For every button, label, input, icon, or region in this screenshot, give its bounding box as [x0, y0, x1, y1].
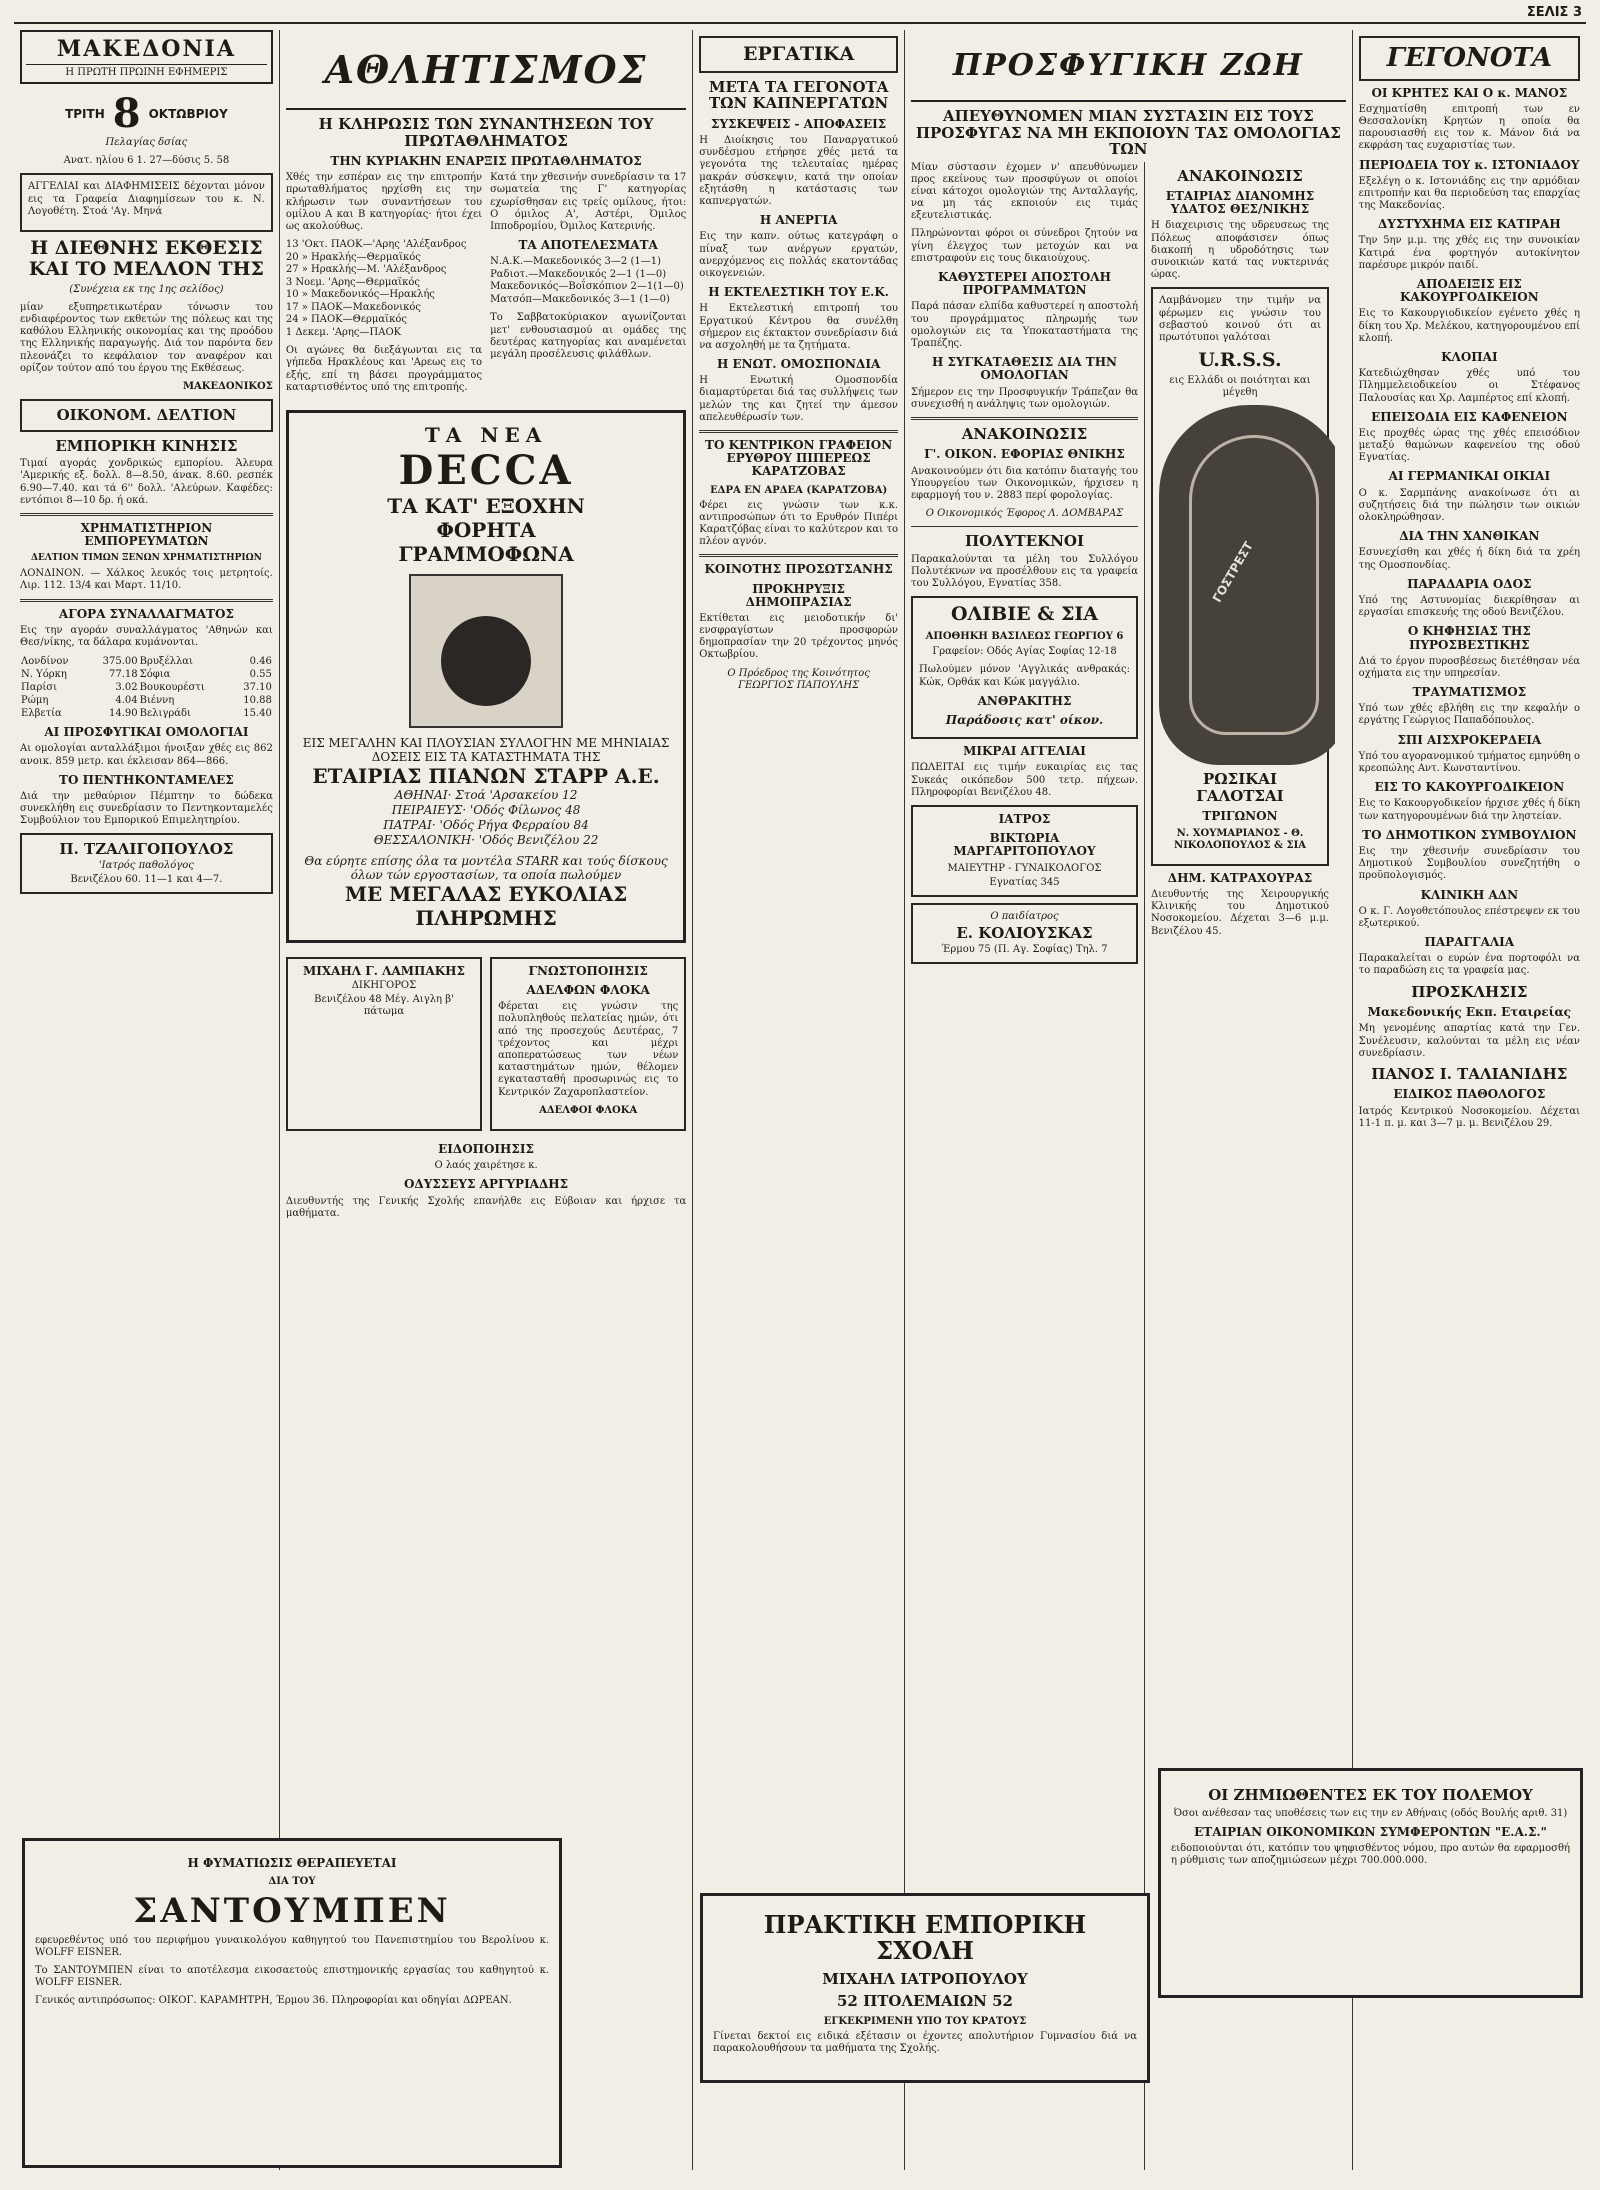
date-saint: Πελαγίας δσίας [105, 137, 188, 148]
decca-line3: ΓΡΑΜΜΟΦΩΝΑ [398, 541, 574, 566]
small-ads-title: ΜΙΚΡΑΙ ΑΓΓΕΛΙΑΙ [963, 744, 1086, 759]
praktiki-owner: ΜΙΧΑΗΛ ΙΑΤΡΟΠΟΥΛΟΥ [822, 1969, 1028, 1988]
water-body: Η διαχειρισις της υδρευσεως της Πόλεως αποφάσισεν όπως διακοπή η υδροδότησις των συνοικιών κατά τας νυκτερινάς ώρας. [1151, 220, 1329, 281]
labor-body1: Η Διοίκησις του Παναργατικού συνδέσμου ετήρησε χθές μετά τα γεγονότα της τελευταίας ημέρας μακράν σύσκεψιν, κατά την οποίαν εξητάσθη η κατάστασις των καπνεργατών. [699, 135, 898, 208]
koliouskas-head: Ο παιδίατρος [990, 910, 1059, 922]
santoumpen-name: ΣΑΝΤΟΥΜΠΕΝ [133, 1891, 451, 1932]
masthead [20, 30, 273, 84]
fx-row [20, 681, 273, 694]
fixture-item: 20 » Ηρακλής—Θερμαϊκός [285, 251, 421, 263]
date-month: ΟΚΤΩΒΡΙΟΥ [148, 106, 228, 121]
masthead-subtitle: Η ΠΡΩΤΗ ΠΡΩΙΝΗ ΕΦΗΜΕΡΙΣ [26, 64, 267, 78]
talianidis-name: ΠΑΝΟΣ Ι. ΤΑΛΙΑΝΙΔΗΣ [1371, 1064, 1568, 1083]
urss-stamp: ΓΟΣΤΡΕΣΤ [1209, 539, 1256, 606]
tzaligopoulos-role: 'Ιατρός παθολόγος [98, 859, 194, 871]
result-item: Ραδιοτ.—Μακεδονικός 2—1 (1—0) [490, 268, 667, 280]
results-title: ΤΑ ΑΠΟΤΕΛΕΣΜΑΤΑ [518, 238, 658, 253]
olivie-line: ΑΝΘΡΑΚΙΤΗΣ [977, 693, 1072, 708]
fx-cell: 0.46 [249, 656, 272, 668]
news-item-title: ΕΠΕΙΣΟΔΙΑ ΕΙΣ ΚΑΦΕΝΕΙΟΝ [1371, 409, 1568, 424]
fx-title: ΑΓΟΡΑ ΣΥΝΑΛΛΑΓΜΑΤΟΣ [58, 606, 234, 621]
olivie-addr: Γραφείον: Οδός Αγίας Σοφίας 12-18 [932, 646, 1117, 658]
fx-cell: Παρίσι [21, 682, 58, 694]
news-item-title: ΕΙΣ ΤΟ ΚΑΚΟΥΡΓΟΔΙΚΕΙΟΝ [1374, 780, 1565, 795]
talianidis-role: ΕΙΔΙΚΟΣ ΠΑΘΟΛΟΓΟΣ [1393, 1087, 1546, 1102]
fixture-item: 10 » Μακεδονικός—Ηρακλής [285, 289, 435, 301]
news-item-body: Κατεδιώχθησαν χθές υπό του Πλημμελειοδικείου οι Στέφανος Παλουσίας και Χρ. Λαμπέρτος επί κλοπή. [1358, 368, 1581, 404]
koinot-title: ΚΟΙΝΟΤΗΣ ΠΡΟΣΩΤΣΑΝΗΣ [704, 562, 893, 577]
fx-cell: Ν. Υόρκη [21, 669, 67, 681]
fixture-item: 17 » ΠΑΟΚ—Μακεδονικός [285, 301, 421, 313]
efor-sign: Ο Οικονομικός Έφορος Λ. ΔΟΜΒΑΡΑΣ [925, 508, 1124, 520]
refugee-headline: ΑΠΕΥΘΥΝΟΜΕΝ ΜΙΑΝ ΣΥΣΤΑΣΙΝ ΕΙΣ ΤΟΥΣ ΠΡΟΣΦΥΓΑΣ ΝΑ ΜΗ ΕΚΠΟΙΟΥΝ ΤΑΣ ΟΜΟΛΟΓΙΑΣ ΤΩΝ [915, 107, 1341, 158]
masthead-title: ΜΑΚΕΔΟΝΙΑ [56, 36, 236, 62]
floka-title: ΓΝΩΣΤΟΠΟΙΗΣΙΣ [528, 963, 648, 978]
fed-body: Η Ενωτική Ομοσπονδία διαμαρτύρεται διά τας συλλήψεις των μελών της και ζητεί την άμεσον απελευθέρωσίν των. [699, 375, 898, 423]
olivie-line2: Παράδοσις κατ' οίκον. [945, 713, 1104, 728]
fx-cell: Ελβετία [21, 708, 62, 720]
karatzova-sub: ΕΔΡΑ ΕΝ ΑΡΔΕΑ (ΚΑΡΑΤΖΟΒΑ) [710, 484, 888, 496]
decca-branch: ΘΕΣΣΑΛΟΝΙΚΗ· 'Οδός Βενιζέλου 22 [373, 832, 599, 847]
fx-cell: 10.88 [243, 695, 272, 707]
labor-banner-box [699, 36, 898, 73]
galoshes-illustration [1159, 405, 1335, 765]
news-item-body: Εις το Κακουργιοδικείον εγένετο χθές η δίκη του Χρ. Μελέκου, κατηγορουμένου επί κλοπή. [1358, 308, 1581, 344]
margaritopoulou-addr: Εγνατίας 345 [989, 876, 1060, 888]
katrachouras-name: ΔΗΜ. ΚΑΤΡΑΧΟΥΡΑΣ [1167, 870, 1313, 885]
urss-title: ΡΩΣΙΚΑΙ ΓΑΛΟΤΣΑΙ [1196, 770, 1284, 805]
top-rule [14, 5, 1586, 24]
efor-sub: Γ'. ΟΙΚΟΝ. ΕΦΟΡΙΑΣ ΘΝΙΚΗΣ [924, 447, 1125, 462]
war-body: ειδοποιούνται ότι, κατόπιν του ψηφισθέντος νόμου, προ αυτών θα εφαρμοσθή η ρύθμισις των αποζημιώσεων μέχρι 700.000.000. [1171, 1842, 1570, 1867]
refugee-body1: Μίαν σύστασιν έχομεν ν' απευθύνωμεν προς εκείνους των προσφύγων οι οποίοι είναι κάτοχοι ομολογιών της Ανταλλαγής, να μη τάς εκποιούν εις τιμάς εξευτελιστικάς. [911, 161, 1138, 222]
fx-cell: 15.40 [243, 708, 272, 720]
labor-headline: ΜΕΤΑ ΤΑ ΓΕΓΟΝΟΤΑ ΤΩΝ ΚΑΠΝΕΡΓΑΤΩΝ [708, 77, 889, 113]
fx-cell: 375.00 [102, 656, 138, 668]
fx-cell: 3.02 [115, 682, 138, 694]
argyriadis-sub: Ο λαός χαιρέτησε κ. [434, 1160, 538, 1172]
penta-body: Διά την μεθαύριον Πέμπτην το δώδεκα συνεκλήθη εις συνεδρίασιν το Πεντηκονταμελές Συμβούλιον του Εμπορικού Επιμελητηρίου. [20, 790, 273, 827]
tzaligopoulos-name: Π. ΤΖΑΛΙΓΟΠΟΥΛΟΣ [59, 840, 234, 859]
result-item: Μακεδονικός—Βοΐσκόπιον 2—1(1—0) [490, 281, 684, 293]
koliouskas-name: Ε. ΚΟΛΙΟΥΣΚΑΣ [956, 924, 1093, 943]
refugee-body2: Πληρώνονται φόροι οι σύνεδροι ζητούν να γίνη έλεγχος των μετοχών και να επιστραφούν εις τους δικαιούχους. [911, 228, 1138, 264]
result-item: Ν.Α.Κ.—Μακεδονικός 3—2 (1—1) [490, 256, 661, 268]
water-title: ΑΝΑΚΟΙΝΩΣΙΣ [1177, 166, 1303, 185]
fx-cell: Βελιγράδι [139, 708, 191, 720]
floka-sub: ΑΔΕΛΦΩΝ ΦΛΟΚΑ [526, 983, 650, 998]
floka-body: Φέρεται εις γνώσιν της πολυπληθούς πελατείας ημών, ότι από της προσεχούς Δευτέρας, 7 τρέχοντος και μέχρι αποπερατώσεως των νέων καταστημάτων ημών, θέλομεν εγκατασταθή προσωρινώς εις το Κεντρικόν Ζαχαροπλαστείον. [498, 1001, 679, 1098]
news-item-body: Εις το Κακουργοδικείον ήρχισε χθές ή δίκη των κατηγορουμένων διά την ληστείαν. [1358, 798, 1581, 822]
fx-row [20, 655, 273, 668]
tzaligopoulos-ad [20, 833, 273, 894]
koinot-sign: Ο Πρόεδρος της Κοινότητος ΓΕΩΡΓΙΟΣ ΠΑΠΟΥΛΗΣ [727, 667, 870, 691]
margaritopoulou-role: ΜΑΙΕΥΤΗΡ - ΓΥΝΑΙΚΟΛΟΓΟΣ [947, 862, 1102, 874]
decca-line2: ΦΟΡΗΤΑ [436, 517, 536, 542]
koinot-body: Εκτίθεται εις μειοδοτικήν δι' ενσφραγίστων προσφορών δημοπρασίαν την 20 τρέχοντος μηνός Οκτωβρίου. [699, 612, 898, 661]
news-item-title: ΤΡΑΥΜΑΤΙΣΜΟΣ [1412, 685, 1527, 700]
lambakis-role: ΔΙΚΗΓΟΡΟΣ [351, 980, 417, 992]
praktiki-approved: ΕΓΚΕΚΡΙΜΕΝΗ ΥΠΟ ΤΟΥ ΚΡΑΤΟΥΣ [823, 2015, 1027, 2027]
war-company: ΕΤΑΙΡΙΑΝ ΟΙΚΟΝΟΜΙΚΩΝ ΣΥΜΦΕΡΟΝΤΩΝ "Ε.Α.Σ." [1194, 1824, 1547, 1839]
praktiki-addr: 52 ΠΤΟΛΕΜΑΙΩΝ 52 [837, 1992, 1013, 2011]
fixture-item: 3 Νοεμ. 'Αρης—Θερμαϊκός [285, 276, 420, 288]
praktiki-body: Γίνεται δεκτοί εις ειδικά εξέτασιν οι έχοντες απολυτήριον Γυμνασίου διά να παρακολουθήσουν τα μαθήματα της Σχολής. [713, 2030, 1137, 2054]
econ-title: ΟΙΚΟΝΟΜ. ΔΕΛΤΙΟΝ [56, 406, 237, 425]
fx-cell: 0.55 [249, 669, 272, 681]
war-sub: Όσοι ανέθεσαν τας υποθέσεις των εις την εν Αθήναις (οδός Βουλής αριθ. 31) [1173, 1807, 1568, 1819]
praktiki-title: ΠΡΑΚΤΙΚΗ ΕΜΠΟΡΙΚΗ ΣΧΟΛΗ [763, 1910, 1087, 1966]
koliouskas-ad [911, 903, 1138, 964]
sport-subhead: ΤΗΝ ΚΥΡΙΑΚΗΝ ΕΝΑΡΞΙΣ ΠΡΩΤΑΘΛΗΜΑΤΟΣ [330, 154, 642, 168]
column-4 [905, 162, 1145, 2171]
talianidis-body: Ιατρός Κεντρικού Νοσοκομείου. Δέχεται 11-1 π. μ. και 3—7 μ. μ. Βενιζέλου 29. [1358, 1105, 1581, 1129]
koliouskas-addr: Έρμου 75 (Π. Αγ. Σοφίας) Τηλ. 7 [941, 943, 1108, 955]
sport-banner: ΑΘΛΗΤΙΣΜΟΣ [286, 30, 686, 110]
news-item-body: Υπό του αγορανομικού τμήματος εμηνύθη ο κρεοπώλης Αντ. Κωνσταντίνου. [1358, 750, 1581, 775]
argyriadis-title: ΕΙΔΟΠΟΙΗΣΙΣ [438, 1141, 534, 1156]
decca-footer2: ΜΕ ΜΕΓΑΛΑΣ ΕΥΚΟΛΙΑΣ ΠΛΗΡΩΜΗΣ [344, 881, 628, 930]
news-item-title: ΠΑΡΑΓΓΑΛΙΑ [1424, 935, 1515, 950]
econ-title-box [20, 399, 273, 432]
decca-branches [299, 788, 673, 848]
sport-body4: Το Σαββατοκύριακον αγωνίζονται μετ' ενθουσιασμού αι ομάδες της δευτέρας κατηγορίας και αναμένεται μεγάλη προσέλευσις φιλάθλων. [490, 312, 687, 360]
news-item-body: Εσυνεχίσθη και χθές ή δίκη διά τα χρέη της Ομοσπονδίας. [1358, 547, 1581, 571]
olivie-ad [911, 596, 1138, 739]
news-item-title: ΣΠΙ ΑΙΣΧΡΟΚΕΡΔΕΙΑ [1397, 732, 1542, 747]
proskl-title: ΠΡΟΣΚΛΗΣΙΣ [1411, 982, 1528, 1001]
margaritopoulou-head: ΙΑΤΡΟΣ [998, 811, 1051, 826]
date-block [20, 90, 273, 137]
water-sub: ΕΤΑΙΡΙΑΣ ΔΙΑΝΟΜΗΣ ΥΔΑΤΟΣ ΘΕΣ/ΝΙΚΗΣ [1165, 189, 1315, 217]
fx-row [20, 707, 273, 720]
lambakis-ad [286, 957, 482, 1131]
fx-cell: Ρώμη [21, 695, 49, 707]
urss-ad [1151, 287, 1329, 866]
news-item-title: ΟΙ ΚΡΗΤΕΣ ΚΑΙ Ο κ. ΜΑΝΟΣ [1371, 85, 1568, 100]
fx-row [20, 694, 273, 707]
fixture-item: 27 » Ηρακλής—Μ. 'Αλέξανδρος [285, 264, 447, 276]
news-item-title: ΔΙΑ ΤΗΝ ΧΑΝΘΙΚΑΝ [1399, 529, 1540, 544]
olivie-sub: ΑΠΟΘΗΚΗ ΒΑΣΙΛΕΩΣ ΓΕΩΡΓΙΟΥ 6 [925, 631, 1124, 643]
war-title: ΟΙ ΖΗΜΙΩΘΕΝΤΕΣ ΕΚ ΤΟΥ ΠΟΛΕΜΟΥ [1208, 1786, 1533, 1804]
efor-title: ΑΝΑΚΟΙΝΩΣΙΣ [961, 424, 1088, 443]
fx-cell: 14.90 [108, 708, 138, 720]
penta-title: ΤΟ ΠΕΝΤΗΚΟΝΤΑΜΕΛΕΣ [59, 772, 234, 787]
decca-line1: ΤΑ ΚΑΤ' ΕΞΟΧΗΝ [387, 493, 585, 518]
polytek-body: Παρακαλούνται τα μέλη του Συλλόγου Πολυτέκνων να προσέλθουν εις τα γραφεία του Συλλόγου, Εγνατίας 358. [911, 553, 1138, 590]
proskl-sub: Μακεδονικής Εκπ. Εταιρείας [1367, 1005, 1571, 1020]
refugee-sub1: ΚΑΘΥΣΤΕΡΕΙ ΑΠΟΣΤΟΛΗ ΠΡΟΓΡΑΜΜΑΤΩΝ [938, 270, 1111, 298]
news-item-title: Ο ΚΗΦΗΣΙΑΣ ΤΗΣ ΠΥΡΟΣΒΕΣΤΙΚΗΣ [1407, 624, 1531, 652]
news-banner: ΓΕΓΟΝΟΤΑ [1386, 43, 1552, 73]
urss-body: Λαμβάνομεν την τιμήν να φέρωμεν εις γνώσιν του σεβαστού κοινού ότι αι πρωτότυποι γαλότσαι [1159, 295, 1321, 343]
date-day: 8 [112, 90, 141, 137]
fx-cell: Βρυξέλλαι [139, 656, 193, 668]
column-3 [693, 30, 905, 2170]
decca-top: ΤΑ ΝΕΑ [424, 422, 548, 447]
ads-notice: ΑΓΓΕΛΙΑΙ και ΔΙΑΦΗΜΙΣΕΙΣ δέχονται μόνον εις τα Γραφεία Διαφημίσεων του κ. Ν. Λογοθέτη. Στοά 'Αγ. Μηνά [28, 181, 265, 217]
ek-body: Η Εκτελεστική επιτροπή του Εργατικού Κέντρου θα συνέλθη σήμερον εις έκτακτον συνεδρίασιν διά να ασχοληθή με τα ζητήματα. [699, 303, 898, 351]
olivie-body: Πωλούμεν μόνον 'Αγγλικάς ανθρακάς: Κώκ, Ορθάκ και Κώκ μαγγάλιο. [919, 664, 1130, 688]
expo-sign: ΜΑΚΕΔΟΝΙΚΟΣ [182, 381, 273, 393]
date-weekday: ΤΡΙΤΗ [65, 106, 105, 121]
expo-cont: (Συνέχεια εκ της 1ης σελίδος) [69, 283, 224, 295]
bourse-sub: ΔΕΛΤΙΟΝ ΤΙΜΩΝ ΞΕΝΩΝ ΧΡΗΜΑΤΙΣΤΗΡΙΩΝ [30, 553, 262, 564]
econ-sub: ΕΜΠΟΡΙΚΗ ΚΙΝΗΣΙΣ [55, 436, 238, 455]
tzaligopoulos-addr: Βενιζέλου 60. 11—1 και 4—7. [70, 874, 223, 886]
expo-title: Η ΔΙΕΘΝΗΣ ΕΚΘΕΣΙΣ ΚΑΙ ΤΟ ΜΕΛΛΟΝ ΤΗΣ [28, 236, 264, 280]
urss-brand: U.R.S.S. [1198, 349, 1282, 372]
decca-branch: ΑΘΗΝΑΙ· Στοά 'Αρσακείου 12 [394, 787, 578, 802]
labor-banner: ΕΡΓΑΤΙΚΑ [742, 43, 855, 65]
news-item-title: ΚΛΙΝΙΚΗ ΑΔΝ [1420, 887, 1519, 902]
fixture-item: 24 » ΠΑΟΚ—Θερμαϊκός [285, 314, 407, 326]
news-item-body: Υπό των χθές εβλήθη εις την κεφαλήν ο εργάτης Γεώργιος Παπαδόπουλος. [1358, 703, 1581, 727]
refugee-sub2: Η ΣΥΓΚΑΤΑΘΕΣΙΣ ΔΙΑ ΤΗΝ ΟΜΟΛΟΓΙΑΝ [931, 355, 1118, 383]
fx-cell: 37.10 [243, 682, 272, 694]
margaritopoulou-name: ΒΙΚΤΩΡΙΑ ΜΑΡΓΑΡΙΤΟΠΟΥΛΟΥ [953, 831, 1096, 859]
refugee-body4: Σήμερον εις την Προσφυγικήν Τράπεζαν θα συνεχισθή η ανάληψις των ομολογιών. [911, 386, 1138, 410]
refugee-body3: Παρά πάσαν ελπίδα καθυστερεί η αποστολή του προγράμματος πληρωμής των ομολογιών εις τα Υποκαταστήματα της Τραπέζης. [911, 301, 1138, 349]
sport-body3: Κατά την χθεσινήν συνεδρίασιν τα 17 σωματεία της Γ' κατηγορίας εχωρίσθησαν εις τρείς ομίλους, ήτοι: Ο όμιλος Α', Αστέρι, Όμιλος Ιπποδρομίου, Όμιλος Κατερινής. [490, 172, 687, 232]
floka-sign: ΑΔΕΛΦΟΙ ΦΛΟΚΑ [539, 1104, 638, 1116]
fixture-item: 1 Δεκεμ. 'Αρης—ΠΑΟΚ [285, 326, 402, 338]
ek-title: Η ΕΚΤΕΛΕΣΤΙΚΗ ΤΟΥ Ε.Κ. [708, 285, 889, 300]
urss-body2: εις Ελλάδι οι ποιότηται και μέγεθη [1169, 374, 1311, 399]
sport-body1: Χθές την εσπέραν εις την επιτροπήν πρωταθλήματος ηρχίσθη εις την κλήρωσιν των συναντήσεων του ομίλου Α και Β κατηγορίας· ήτοι έχει ως ακολούθως. [285, 172, 483, 232]
santoumpen-ad [22, 1838, 562, 2168]
fx-cell: 4.04 [115, 695, 138, 707]
war-ad [1158, 1768, 1583, 1998]
labor-subhead: ΣΥΣΚΕΨΕΙΣ - ΑΠΟΦΑΣΕΙΣ [711, 116, 887, 131]
praktiki-ad [700, 1893, 1150, 2083]
decca-ad [286, 410, 686, 943]
news-item-title: ΠΑΡΑΔΑΡΙΑ ΟΔΟΣ [1407, 576, 1532, 591]
decca-brand: DECCA [398, 446, 574, 494]
proskl-body: Μη γενομένης απαρτίας κατά την Γεν. Συνέλευσιν, καλούνται τα μέλη εις νέαν συνεδρίασιν. [1358, 1023, 1581, 1059]
decca-offer: ΕΙΣ ΜΕΓΑΛΗΝ ΚΑΙ ΠΛΟΥΣΙΑΝ ΣΥΛΛΟΓΗΝ ΜΕ ΜΗΝΙΑΙΑΣ ΔΟΣΕΙΣ ΕΙΣ ΤΑ ΚΑΤΑΣΤΗΜΑΤΑ ΤΗΣ [302, 735, 670, 764]
santoumpen-body3: Γενικός αντιπρόσωπος: ΟΙΚΟΓ. ΚΑΡΑΜΗΤΡΗ, Έρμου 36. Πληροφορίαι και οδηγίαι ΔΩΡΕΑΝ. [35, 1995, 512, 2007]
fx-row [20, 668, 273, 681]
page-number: ΣΕΛΙΣ 3 [1526, 5, 1582, 20]
news-item-body: Διά το έργον πυροσβέσεως διετέθησαν νέα οχήματα εις την υπηρεσίαν. [1358, 655, 1581, 679]
decca-footer: Θα εύρητε επίσης όλα τα μοντέλα STARR και τούς δίσκους όλων τών εργοστασίων, τα οποία πωλούμεν [304, 853, 668, 882]
expo-body: μίαν εξυπηρετικωτέραν τόνωσιν του ενδιαφέροντος των εκθετών της πόλεως και της καθόλου Ελληνικής οικονομίας και της προόδου της Ελληνικής παραγωγής. Διά τον παρόντα δεν πλεονάζει το κεφάλαιον τον αναφέρον και ορίζον τούτον από του έργου της Εκθέσεως. [20, 301, 273, 374]
news-item-body: Παρακαλείται ο ευρών ένα πορτοφόλι να το παραδώση εις τα γραφεία μας. [1358, 953, 1581, 977]
fx-cell: Βιέννη [139, 695, 175, 707]
results-list [490, 256, 686, 306]
fx-cell: Σόφια [139, 669, 171, 681]
unemp-body: Εις την καπν. ούτως κατεγράφη ο πίναξ των ανέργων εργατών, ανερχόμενος εις πολλάς εκατοντάδας οικογενειών. [699, 231, 898, 279]
refugee-banner: ΠΡΟΣΦΥΓΙΚΗ ΖΩΗ [911, 30, 1346, 102]
news-item-body: Ο κ. Σαρμπάνης ανακοίνωσε ότι αι συζητήσεις διά την πώλησιν των οικιών ολοκληρώθησαν. [1358, 487, 1581, 524]
news-item-body: Εσχηματίσθη επιτροπή των εν Θεσσαλονίκη Κρητών η οποία θα παρουσιασθή εις τον κ. Μάνον διά να εκφράση τας ευχαριστίας των. [1358, 103, 1581, 152]
santoumpen-by: ΔΙΑ ΤΟΥ [268, 1876, 316, 1888]
reserve-body: Αι ομολογίαι ανταλλάξιμοι ήνοιξαν χθές εις 862 ανοικ. 859 μετρ. και έκλεισαν 864—866. [20, 743, 273, 767]
efor-body: Ανακοινούμεν ότι δια κατόπιν διαταγής του Υπουργείου των Οικονομικών, ήρχισεν η εφαρμογή του ν. 2883 περί φορολογίας. [911, 465, 1138, 501]
ads-notice-box [20, 173, 273, 232]
news-item-title: ΠΕΡΙΟΔΕΙΑ ΤΟΥ κ. ΙΣΤΟΝΙΑΔΟΥ [1359, 157, 1580, 172]
small-ads-body: ΠΩΛΕΙΤΑΙ εις τιμήν ευκαιρίας εις τας Συκεάς οικόπεδον 500 τετρ. πήχεων. Πληροφορίαι Βενιζέλου 48. [911, 762, 1138, 798]
news-item-body: Εξελέγη ο κ. Ιστονιάδης εις την αρμόδιαν επιτροπήν και θα περιοδεύση τας επαρχίας της Μακεδονίας. [1358, 175, 1581, 212]
news-banner-box [1359, 36, 1580, 81]
lambakis-name: ΜΙΧΑΗΛ Γ. ΛΑΜΠΑΚΗΣ [302, 963, 465, 978]
bourse-title: ΧΡΗΜΑΤΙΣΤΗΡΙΟΝ ΕΜΠΟΡΕΥΜΑΤΩΝ [80, 520, 213, 549]
urss-sub: ΤΡΙΓΩΝΟΝ [1202, 809, 1278, 824]
fx-table [20, 655, 273, 720]
decca-branch: ΠΑΤΡΑΙ· 'Οδός Ρήγα Φερραίου 84 [383, 817, 589, 832]
reserve-title: ΑΙ ΠΡΟΣΦΥΓΙΚΑΙ ΟΜΟΛΟΓΙΑΙ [44, 725, 249, 740]
news-item-body: Την 5ην μ.μ. της χθές εις την συνοικίαν Κατιρά ένα φορτηγόν αυτοκίνητον παρέσυρε μικρόν παιδί. [1358, 235, 1581, 271]
econ-body: Τιμαί αγοράς χονδρικώς εμπορίου. Άλευρα 'Αμερικής εξ. δολλ. 8—8.50, άνακ. 8.60. ρεσπέκ 6.90—7.40. και τά 6'' δολλ. 'Αλεύρων. Καφέδες: εντόπιοι 8—10 δρ. ή οκά. [20, 458, 273, 506]
news-item-title: ΚΛΟΠΑΙ [1441, 349, 1498, 364]
lambakis-addr: Βενιζέλου 48 Μέγ. Αιγλη β' πάτωμα [314, 994, 454, 1018]
news-item-body: Υπό της Αστυνομίας διεκρίθησαν αι εργασίαι επισκευής της οδού Βενιζέλου. [1358, 594, 1581, 619]
santoumpen-body2: Το ΣΑΝΤΟΥΜΠΕΝ είναι το αποτέλεσμα εικοσαετούς επιστημονικής εργασίας του καθηγητού κ. WOLFF EISNER. [35, 1964, 549, 1989]
sport-body2: Οι αγώνες θα διεξάγωνται εις τα γήπεδα Ηρακλέους και 'Αρεως εις το εξής, επί τη βάσει προγράμματος καταρτισθέντος υπό της επιτροπής. [285, 345, 483, 393]
news-item-title: ΤΟ ΔΗΜΟΤΙΚΟΝ ΣΥΜΒΟΥΛΙΟΝ [1362, 827, 1577, 842]
fed-title: Η ΕΝΩΤ. ΟΜΟΣΠΟΝΔΙΑ [717, 357, 881, 372]
unemp-title: Η ΑΝΕΡΓΙΑ [759, 213, 838, 228]
news-items [1359, 87, 1580, 978]
result-item: Ματσόπ—Μακεδονικός 3—1 (1—0) [490, 293, 670, 305]
polytek-title: ΠΟΛΥΤΕΚΝΟΙ [964, 532, 1084, 551]
urss-agents: Ν. ΧΟΥΜΑΡΙΑΝΟΣ - Θ. ΝΙΚΟΛΟΠΟΥΛΟΣ & ΣΙΑ [1173, 827, 1307, 851]
fixtures-list [286, 239, 482, 339]
argyriadis-name: ΟΔΥΣΣΕΥΣ ΑΡΓΥΡΙΑΔΗΣ [403, 1177, 569, 1192]
fixture-item: 13 'Οκτ. ΠΑΟΚ—'Αρης 'Αλέξανδρος [285, 239, 467, 251]
olivie-name: ΟΛΙΒΙΕ & ΣΙΑ [950, 603, 1099, 626]
katrachouras-body: Διευθυντής της Χειρουργικής Κλινικής του Δημοτικού Νοσοκομείου. Δέχεται 3—6 μ.μ. Βενιζέλου 45. [1151, 889, 1329, 937]
bourse-london: ΛΟΝΔΙΝΟΝ. — Χάλκος λευκός τοις μετρητοίς. Λιρ. 112. 13/4 και Μαρτ. 11/10. [20, 568, 273, 592]
news-item-body: Εις προχθές ώρας της χθές επεισόδιον μεταξύ θαμώνων καφενείου της οδού Εγνατίας. [1358, 427, 1581, 464]
fx-cell: Βουκουρέστι [139, 682, 205, 694]
gramophone-illustration [409, 574, 563, 728]
fx-cell: 77.18 [108, 669, 138, 681]
argyriadis-ad [286, 1143, 686, 1220]
margaritopoulou-ad [911, 805, 1138, 897]
news-item-body: Ο κ. Γ. Λογοθετόπουλος επέστρεψεν εκ του εξωτερικού. [1358, 905, 1581, 929]
sport-headline: Η ΚΛΗΡΩΣΙΣ ΤΩΝ ΣΥΝΑΝΤΗΣΕΩΝ ΤΟΥ ΠΡΩΤΑΘΛΗΜΑΤΟΣ [318, 115, 654, 150]
decca-company: ΕΤΑΙΡΙΑΣ ΠΙΑΝΩΝ ΣΤΑΡΡ Α.Ε. [312, 763, 660, 788]
date-sun: Ανατ. ηλίου 6 1. 27—δύσις 5. 58 [63, 155, 230, 167]
decca-branch: ΠΕΙΡΑΙΕΥΣ· 'Οδός Φίλωνος 48 [391, 802, 581, 817]
floka-ad [490, 957, 686, 1131]
santoumpen-body1: εφευρεθέντος υπό του περιφήμου γυναικολόγου καθηγητού του Πανεπιστημίου του Βερολίνου κ. WOLFF EISNER. [35, 1934, 549, 1958]
karatzova-title: ΤΟ ΚΕΝΤΡΙΚΟΝ ΓΡΑΦΕΙΟΝ ΕΡΥΘΡΟΥ ΠΙΠΕΡΕΩΣ ΚΑΡΑΤΖΟΒΑΣ [705, 438, 893, 479]
koinot-sub: ΠΡΟΚΗΡΥΞΙΣ ΔΗΜΟΠΡΑΣΙΑΣ [745, 581, 852, 609]
news-item-title: ΔΥΣΤΥΧΗΜΑ ΕΙΣ ΚΑΤΙΡΑΗ [1378, 217, 1561, 232]
santoumpen-head: Η ΦΥΜΑΤΙΩΣΙΣ ΘΕΡΑΠΕΥΕΤΑΙ [187, 1856, 397, 1870]
fx-note: Εις την αγοράν συναλλάγματος 'Αθηνών και Θεσ/νίκης, τα δάλαρα κυμάνονται. [20, 624, 273, 648]
karatzova-body: Φέρει εις γνώσιν των κ.κ. αντιπροσώπων ότι το Ερυθρόν Πιπέρι Καρατζόβας είναι το καλύτερον και το πλέον αγνόν. [699, 499, 898, 548]
argyriadis-body: Διευθυντής της Γενικής Σχολής επανήλθε εις Εύβοιαν και ήρχισε τα μαθήματα. [285, 1195, 687, 1219]
news-item-title: ΑΙ ΓΕΡΜΑΝΙΚΑΙ ΟΙΚΙΑΙ [1388, 469, 1551, 484]
news-item-title: ΑΠΟΔΕΙΞΙΣ ΕΙΣ ΚΑΚΟΥΡΓΟΔΙΚΕΙΟΝ [1399, 277, 1539, 305]
news-item-body: Εις την χθεσινήν συνεδρίασιν του Δημοτικού Συμβουλίου συνεζητήθη ο προϋπολογισμός. [1358, 845, 1581, 882]
fx-cell: Λονδίνον [21, 656, 69, 668]
